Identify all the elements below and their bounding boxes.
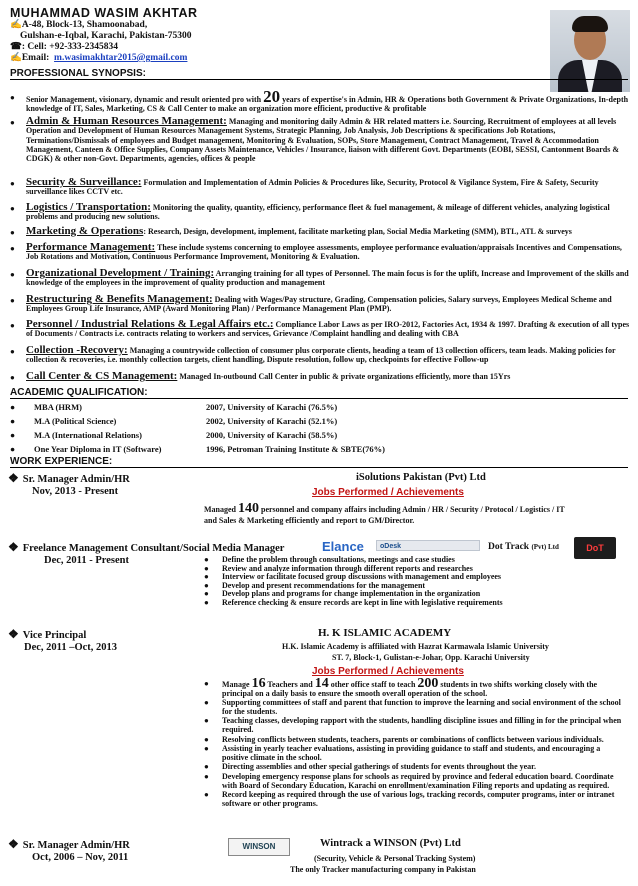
- bullet-icon: ●: [204, 762, 209, 772]
- bullet-icon: ●: [10, 93, 15, 102]
- bullet-icon: ●: [10, 347, 15, 356]
- synopsis-item: ● Performance Management: These include systems concerning to employee assessments, employee performance evaluation/appraisals Incentives and Compensations, Job Rotations and Motivation, Continuous Performance Improvement, Monitoring & Evaluation.: [10, 241, 622, 262]
- job-role: ❖ Vice Principal Dec, 2011 –Oct, 2013: [8, 627, 118, 653]
- jobs-performed-heading: Jobs Performed / Achievements: [312, 487, 464, 498]
- resume-page: MUHAMMAD WASIM AKHTAR ✍A-48, Block-13, Shamoonabad, Gulshan-e-Iqbal, Karachi, Pakistan-75300 ☎: Cell: +92-333-2345834 ✍Email: m.wasimakhtar2015@gmail.com PROFESSIONAL SYNOPSIS: ● Senior Management, visionary, dynamic and result oriented pro with 20 years of expertise's in Admin, HR & Operations both Government & Private Organizations, In-depth knowledge of IT, Sales, Marketing, CS & Call Center to make an organization more efficient, productive & profitable ● Admin & Human Resources Management: Managing and monitoring daily Admin & HR related matters i.e. Sourcing, Recruitment of employees at all levels Operation and Development of Human Resources Management Systems, Strategic Planning, Job Analysis, Job Descriptions & specifications Job Rotations, Terminations/Dismissals of employees and Budget management, Monitoring & Evaluation, SOPs, Store Management, Contract Management, Travel & Accommodation Management, Canteen & Office Supplies, Company Assets Maintenance, Vehicles / Insurance, liaison with different Govt. Departments (EOBI, SESSI, Cantonment Boards & CDGK) & other non-Govt. Departments, agencies, offices & people ● Security & Surveillance: Formulation and Implementation of Admin Policies & Procedures like, Security, Protocol & Vigilance System, Fire & Safety, Security surveillance likes CCTV etc. ● Logistics / Transportation: Monitoring the quality, quantity, efficiency, performance fleet & fuel management, & mileage of different vehicles, analyzing logistical problems and producing new solutions. ● Marketing & Operations: Research, Design, development, implement, facilitate marketing plan, Social Media Marketing (SMM), BTL, ATL & surveys ● Performance Management: These include systems concerning to employee assessments, employee performance evaluation/appraisals Incentives and Compensations, Job Rotations and Motivation, Continuous Performance Improvement, Monitoring & Evaluation. ● Organizational Development / Training: Arranging training for all types of Personnel. The main focus is for the uplift, Increase and Improvement of the skills and knowledge of the employees in the improvement of quality production and management ● Restructuring & Benefits Management: Dealing with Wages/Pay structure, Grading, Compensation policies, Salary surveys, Employees Medical Scheme and Employees Group Life Insurance, AMP (Award Monitoring Plan) / Performance Management Plan (PMP). ● Personnel / Industrial Relations & Legal Affairs etc.: Compliance Labor Laws as per IRO-2012, Factories Act, 1934 & 1997. Drafting & execution of all types of Documents / Contracts i.e. contracts relating to workers and services, Grievance /Complaint handling and dealing with CBA ● Collection -Recovery: Managing a countrywide collection of consumer plus corporate clients, heading a team of 13 collection officers, team leads. Making policies for collection & recoveries, i.e. monthly collection targets, client handling, Dispute resolution, follow up, checkpoints for effective Follow-up ● Call Center & CS Management: Managed In-outbound Call Center in public & private organizations efficiently, more than 15Yrs ACADEMIC QUALIFICATION: ● MBA (HRM) 2007, University of Karachi (76.5%) ● M.A (Political Science) 2002, University of Karachi (52.1%) ● M.A (International Relations) 2000, University of Karachi (58.5%) ● One Year Diploma in IT (Software) 1996, Petroman Training Institute & SBTE(76%) WORK EXPERIENCE: ❖ Sr. Manager Admin/HR Nov, 2013 - Present iSolutions Pakistan (Pvt) Ltd Jobs Performed / Achievements Managed 140 personnel and company affairs including Admin / HR / Security / Protocol / Logistics / IT and Sales & Marketing efficiently and report to GM/Director. ❖ Freelance Management Consultant/Social Media Manager Dec, 2011 - Present Elance oDesk Dot Track (Pvt) Ltd DoT ● Define the problem through consultations, meetings and case studies ● Review and analyze information through different reports and researches ● Interview or facilitate focused group discussions with management and employees ● Develop and present recommendations for the management ● Develop plans and programs for change implementation in the organization ● Reference checking & ensure records are kept in line with legislative requirements ❖ Vice Principal Dec, 2011 –Oct, 2013 H. K ISLAMIC ACADEMY H.K. Islamic Academy is affiliated with Hazrat Karmawala Islamic University ST. 7, Block-1, Gulistan-e-Johar, Opp. Karachi University Jobs Performed / Achievements ● Manage 16 Teachers and 14 other office staff to teach 200 students in two shifts working closely with the principal on a daily basis to ensure the smooth overall operation of the school. ● Supporting committees of staff and parent that function to improve the learning and social environment of the school for the students. ● Teaching classes, developing rapport with the students, handling discipline issues and filling in for the principal when required. ● Resolving conflicts between students, teachers, parents or combinations of conflicts between various individuals. ● Assisting in yearly teacher evaluations, assisting in providing guidance to staff and students, and encouraging a positive climate in the school. ● Directing assemblies and other special gatherings of students for events throughout the year. ● Developing emergency response plans for schools as required by province and federal education board. Coordinate with Board of Secondary Education, Karachi on enrollment/examination Filing reports and updating as required. ● Record keeping as required through the use of various logs, tracking records, computer programs, inter or intranet software or other programs. ❖ Sr. Manager Admin/HR Oct, 2006 – Nov, 2011 WINSON Wintrack a WINSON (Pvt) Ltd (Security, Vehicle & Personal Tracking System) The only Tracker manufacturing company in Pakistan: [0, 0, 638, 886]
- winson-logo: WINSON: [228, 838, 290, 856]
- synopsis-item: ● Collection -Recovery: Managing a countrywide collection of consumer plus corporate clients, heading a team of 13 collection officers, team leads. Making policies for collection & recoveries, i.e. monthly collection targets, client handling, Dispute resolution, follow up, checkpoints for effective Follow-up: [10, 344, 616, 365]
- synopsis-item: ● Admin & Human Resources Management: Managing and monitoring daily Admin & HR related matters i.e. Sourcing, Recruitment of employees at all levels Operation and Development of Human Resources Management Systems, Strategic Planning, Job Analysis, Job Descriptions & specifications Job Rotations, Terminations/Dismissals of employees and Budget management, Monitoring & Evaluation, SOPs, Store Management, Contract Management, Travel & Accommodation Management, Canteen & Office Supplies, Company Assets Maintenance, Vehicles / Insurance, liaison with different Govt. Departments (EOBI, SESSI, Cantonment Boards & CDGK) & other non-Govt. Departments, agencies, offices & people: [10, 115, 619, 164]
- bullet-icon: ●: [10, 179, 15, 188]
- bullet-icon: ●: [204, 572, 209, 582]
- bullet-icon: ●: [10, 444, 16, 454]
- bullet-icon: ●: [10, 430, 16, 440]
- jobs-performed-heading: Jobs Performed / Achievements: [312, 666, 464, 677]
- section-title-synopsis: PROFESSIONAL SYNOPSIS:: [10, 68, 628, 80]
- bullet-icon: ●: [204, 698, 209, 708]
- section-title-academic: ACADEMIC QUALIFICATION:: [10, 387, 628, 399]
- bullet-icon: ●: [204, 589, 209, 599]
- job-period: Oct, 2006 – Nov, 2011: [32, 852, 129, 863]
- bullet-icon: ●: [204, 716, 209, 726]
- job-period: Dec, 2011 - Present: [44, 555, 129, 566]
- bullet-icon: ●: [10, 373, 15, 382]
- years-number: 20: [263, 87, 281, 106]
- bullet-icon: ●: [10, 402, 16, 412]
- job-description: Managed 140 personnel and company affairs including Admin / HR / Security / Protocol / Logistics / IT and Sales & Marketing efficiently and report to GM/Director.: [204, 501, 565, 525]
- company-description: The only Tracker manufacturing company in Pakistan: [290, 865, 476, 874]
- pencil-icon: ✍: [10, 20, 22, 30]
- company-name: Wintrack a WINSON (Pvt) Ltd: [320, 838, 461, 849]
- address-line-2: Gulshan-e-Iqbal, Karachi, Pakistan-75300: [20, 31, 192, 41]
- synopsis-item: ● Call Center & CS Management: Managed In-outbound Call Center in public & private organizations efficiently, more than 15Yrs: [10, 370, 511, 382]
- synopsis-item: ● Security & Surveillance: Formulation and Implementation of Admin Policies & Procedures like, Security, Protocol & Vigilance System, Fire & Safety, Security surveillance likes CCTV etc.: [10, 176, 599, 197]
- diamond-bullet-icon: ❖: [8, 837, 19, 851]
- address-block: [10, 20, 510, 64]
- synopsis-item: ● Personnel / Industrial Relations & Legal Affairs etc.: Compliance Labor Laws as per IRO-2012, Factories Act, 1934 & 1997. Drafting & execution of all types of Documents / Contracts i.e. contracts relating to workers and services, Grievance /Complaint handling and dealing with CBA: [10, 318, 630, 339]
- bullet-icon: ●: [10, 118, 15, 127]
- job-role: ❖ Freelance Management Consultant/Social Media Manager Dec, 2011 - Present: [8, 540, 285, 566]
- diamond-bullet-icon: ❖: [8, 540, 19, 554]
- company-name: H. K ISLAMIC ACADEMY: [318, 627, 452, 639]
- email-label: Email:: [21, 53, 50, 63]
- phone-icon: ☎: [10, 42, 22, 52]
- synopsis-intro: ● Senior Management, visionary, dynamic and result oriented pro with 20 years of expertise's in Admin, HR & Operations both Government & Private Organizations, In-depth knowledge of IT, Sales, Marketing, CS & Call Center to make an organization more efficient, productive & profitable: [10, 87, 629, 114]
- elance-logo: Elance: [322, 539, 364, 554]
- bullet-icon: ●: [204, 734, 209, 744]
- synopsis-item: ● Restructuring & Benefits Management: Dealing with Wages/Pay structure, Grading, Compensation policies, Salary surveys, Employees Medical Scheme and Employees Group Life Insurance, AMP (Award Monitoring Plan) / Performance Management Plan (PMP).: [10, 293, 612, 314]
- job-period: Nov, 2013 - Present: [32, 486, 119, 497]
- company-name: iSolutions Pakistan (Pvt) Ltd: [356, 472, 486, 483]
- bullet-icon: ●: [204, 744, 209, 754]
- bullet-icon: ●: [204, 580, 209, 590]
- job-role: ❖ Sr. Manager Admin/HR Oct, 2006 – Nov, 2011: [8, 837, 130, 863]
- bullet-icon: ●: [10, 204, 15, 213]
- pencil-icon: ✍: [10, 53, 22, 63]
- bullet-icon: ●: [10, 228, 15, 237]
- bullet-icon: ●: [10, 416, 16, 426]
- bullet-icon: ●: [10, 244, 15, 253]
- section-title-work: WORK EXPERIENCE:: [10, 456, 628, 468]
- synopsis-item: ● Logistics / Transportation: Monitoring the quality, quantity, efficiency, performance fleet & fuel management, & mileage of different vehicles, analyzing logistical problems and producing new solutions.: [10, 201, 610, 222]
- phone-number: : Cell: +92-333-2345834: [21, 42, 119, 52]
- odesk-logo: oDesk: [376, 540, 480, 551]
- contact-header: [10, 6, 510, 64]
- diamond-bullet-icon: ❖: [8, 471, 19, 485]
- job-bullets: ● Manage 16 Teachers and 14 other office staff to teach 200 students in two shifts working closely with the principal on a daily basis to ensure the smooth overall operation of the school. ● Supporting committees of staff and parent that function to improve the learning and social environment of the school for the students. ● Teaching classes, developing rapport with the students, handling discipline issues and filling in for the principal when required. ● Resolving conflicts between students, teachers, parents or combinations of conflicts between various individuals. ● Assisting in yearly teacher evaluations, assisting in providing guidance to staff and students, and encouraging a positive climate in the school. ● Directing assemblies and other special gatherings of students for events throughout the year. ● Developing emergency response plans for schools as required by province and federal education board. Coordinate with Board of Secondary Education, Karachi on enrollment/examination Filing reports and updating as required. ● Record keeping as required through the use of various logs, tracking records, computer programs, inter or intranet software or other programs.: [204, 676, 622, 808]
- company-tagline: (Security, Vehicle & Personal Tracking System): [314, 854, 476, 863]
- company-name: Dot Track (Pvt) Ltd: [488, 542, 559, 552]
- synopsis-item: ● Marketing & Operations: Research, Design, development, implement, facilitate marketing plan, Social Media Marketing (SMM), BTL, ATL & surveys: [10, 225, 572, 237]
- bullet-icon: ●: [10, 270, 15, 279]
- bullet-icon: ●: [204, 555, 209, 564]
- bullet-icon: ●: [204, 790, 209, 800]
- bullet-icon: ●: [204, 563, 209, 573]
- bullet-icon: ●: [204, 679, 209, 688]
- dot-track-logo: DoT: [574, 537, 616, 559]
- bullet-icon: ●: [10, 296, 15, 305]
- bullet-icon: ●: [204, 771, 209, 781]
- job-bullets: ● Define the problem through consultations, meetings and case studies ● Review and analyze information through different reports and researches ● Interview or facilitate focused group discussions with management and employees ● Develop and present recommendations for the management ● Develop plans and programs for change implementation in the organization ● Reference checking & ensure records are kept in line with legislative requirements: [204, 555, 503, 607]
- address-line-1: A-48, Block-13, Shamoonabad,: [21, 20, 148, 30]
- candidate-name: MUHAMMAD WASIM AKHTAR: [10, 6, 198, 20]
- email-link[interactable]: m.wasimakhtar2015@gmail.com: [54, 53, 188, 63]
- diamond-bullet-icon: ❖: [8, 627, 19, 641]
- bullet-icon: ●: [10, 321, 15, 330]
- company-affiliation: H.K. Islamic Academy is affiliated with Hazrat Karmawala Islamic University: [282, 642, 549, 651]
- bullet-icon: ●: [204, 597, 209, 607]
- company-address: ST. 7, Block-1, Gulistan-e-Johar, Opp. Karachi University: [332, 653, 530, 662]
- job-role: ❖ Sr. Manager Admin/HR Nov, 2013 - Present: [8, 471, 130, 497]
- synopsis-item: ● Organizational Development / Training: Arranging training for all types of Personnel. The main focus is for the uplift, Increase and Improvement of the skills and knowledge of the employees in the improvement of quality production and management: [10, 267, 629, 288]
- job-period: Dec, 2011 –Oct, 2013: [24, 642, 118, 653]
